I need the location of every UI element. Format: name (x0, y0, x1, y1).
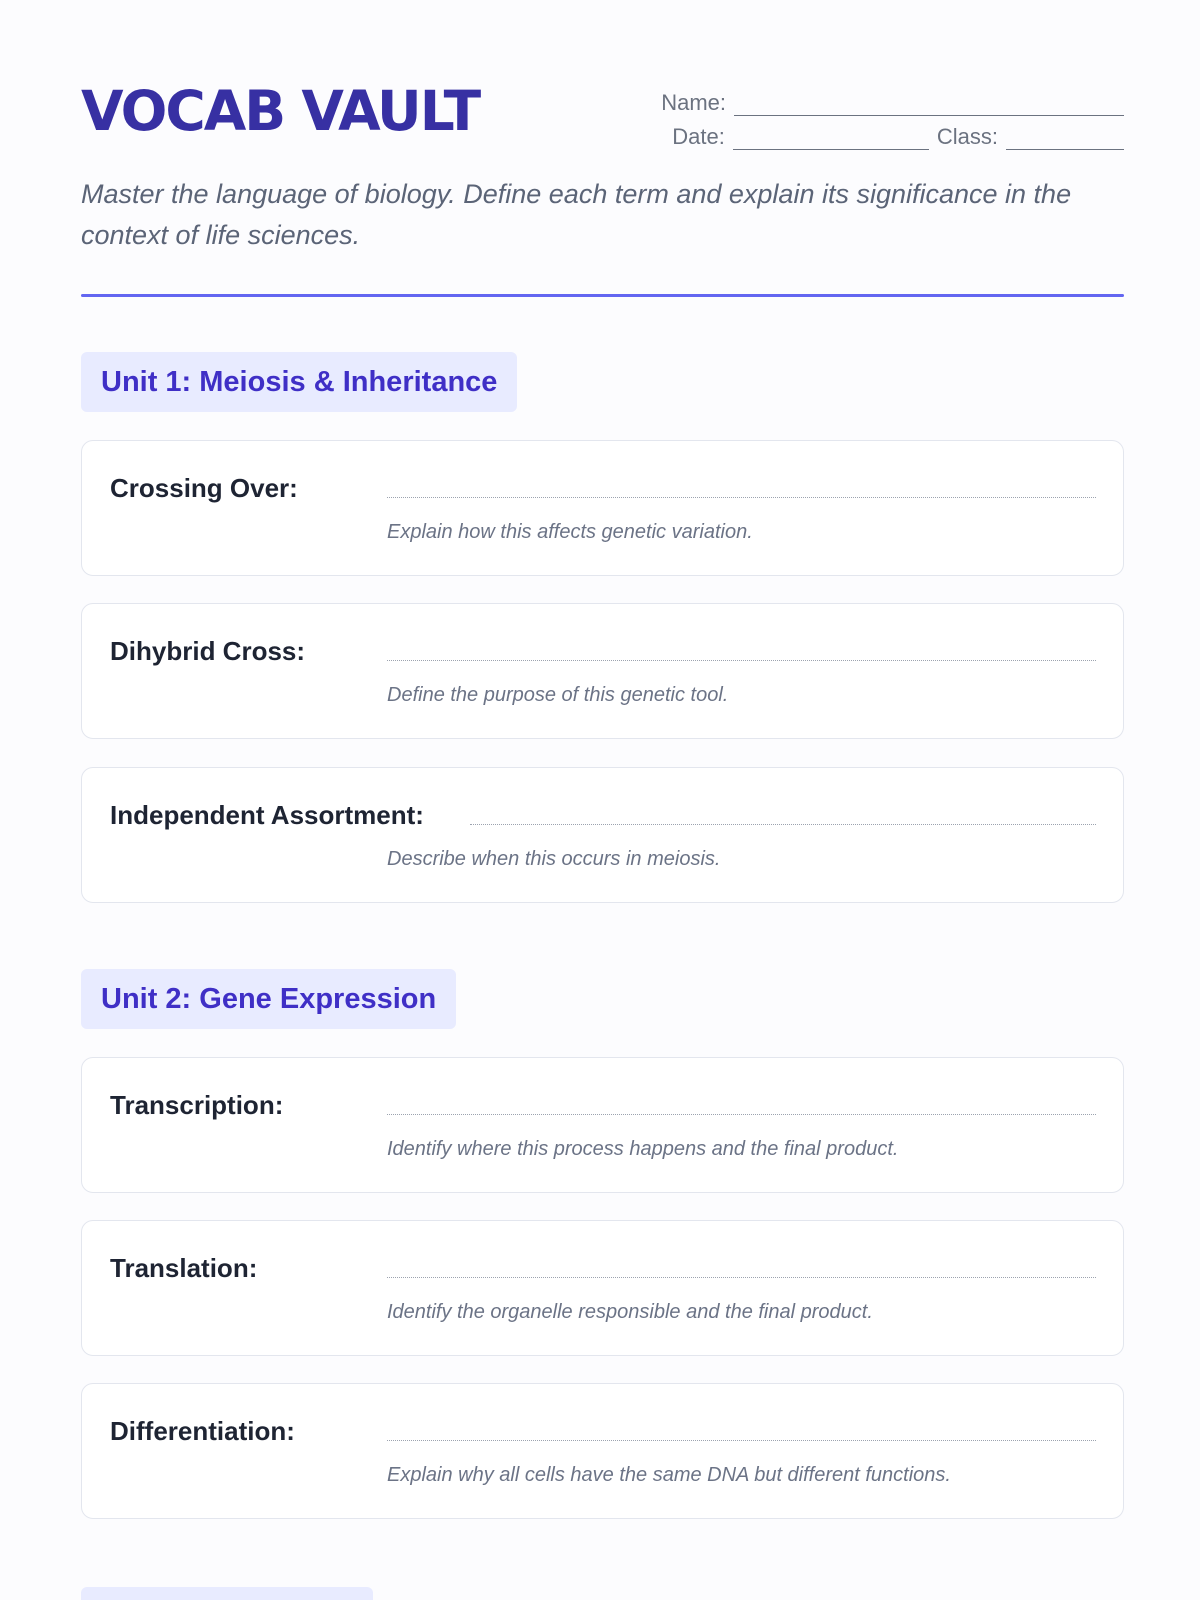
date-label: Date: (672, 124, 725, 149)
unit-1-header: Unit 1: Meiosis & Inheritance (81, 352, 517, 412)
vocab-term: Translation: (110, 1253, 258, 1283)
class-field[interactable] (1006, 128, 1124, 150)
name-label: Name: (661, 90, 726, 115)
answer-line[interactable] (387, 1439, 1096, 1441)
answer-line[interactable] (387, 496, 1096, 498)
vocab-hint: Explain why all cells have the same DNA but different functions. (387, 1464, 951, 1486)
answer-line[interactable] (387, 1113, 1096, 1115)
worksheet-title: VOCAB VAULT (81, 79, 480, 143)
vocab-term: Crossing Over: (110, 473, 298, 503)
unit-3-header (81, 1587, 373, 1600)
vocab-hint: Identify where this process happens and the final product. (387, 1138, 899, 1160)
vocab-term: Independent Assortment: (110, 800, 424, 830)
student-info-fields (654, 82, 1124, 150)
vocab-card (81, 767, 1124, 903)
name-field[interactable] (734, 94, 1124, 116)
vocab-hint: Explain how this affects genetic variation. (387, 521, 753, 543)
vocab-term: Differentiation: (110, 1416, 295, 1446)
vocab-hint: Define the purpose of this genetic tool. (387, 684, 729, 706)
answer-line[interactable] (470, 823, 1096, 825)
intro-text: Master the language of biology. Define each term and explain its significance in the context of life sciences. (81, 179, 1072, 250)
name-row (654, 82, 1124, 116)
vocab-hint: Identify the organelle responsible and the final product. (387, 1301, 873, 1323)
vocab-hint: Describe when this occurs in meiosis. (387, 848, 721, 870)
header-divider (81, 294, 1124, 297)
worksheet-header (81, 80, 1124, 150)
answer-line[interactable] (387, 1276, 1096, 1278)
vocab-term: Dihybrid Cross: (110, 636, 306, 666)
class-label: Class: (936, 124, 998, 149)
vocab-card (81, 1057, 1124, 1193)
vocab-card (81, 1220, 1124, 1356)
date-field[interactable] (733, 128, 929, 150)
answer-line[interactable] (387, 659, 1096, 661)
vocab-card (81, 440, 1124, 576)
vocab-card (81, 1383, 1124, 1519)
vocab-term: Transcription: (110, 1090, 284, 1120)
date-class-row (654, 116, 1124, 150)
vocab-card (81, 603, 1124, 739)
unit-2-header: Unit 2: Gene Expression (81, 969, 456, 1029)
